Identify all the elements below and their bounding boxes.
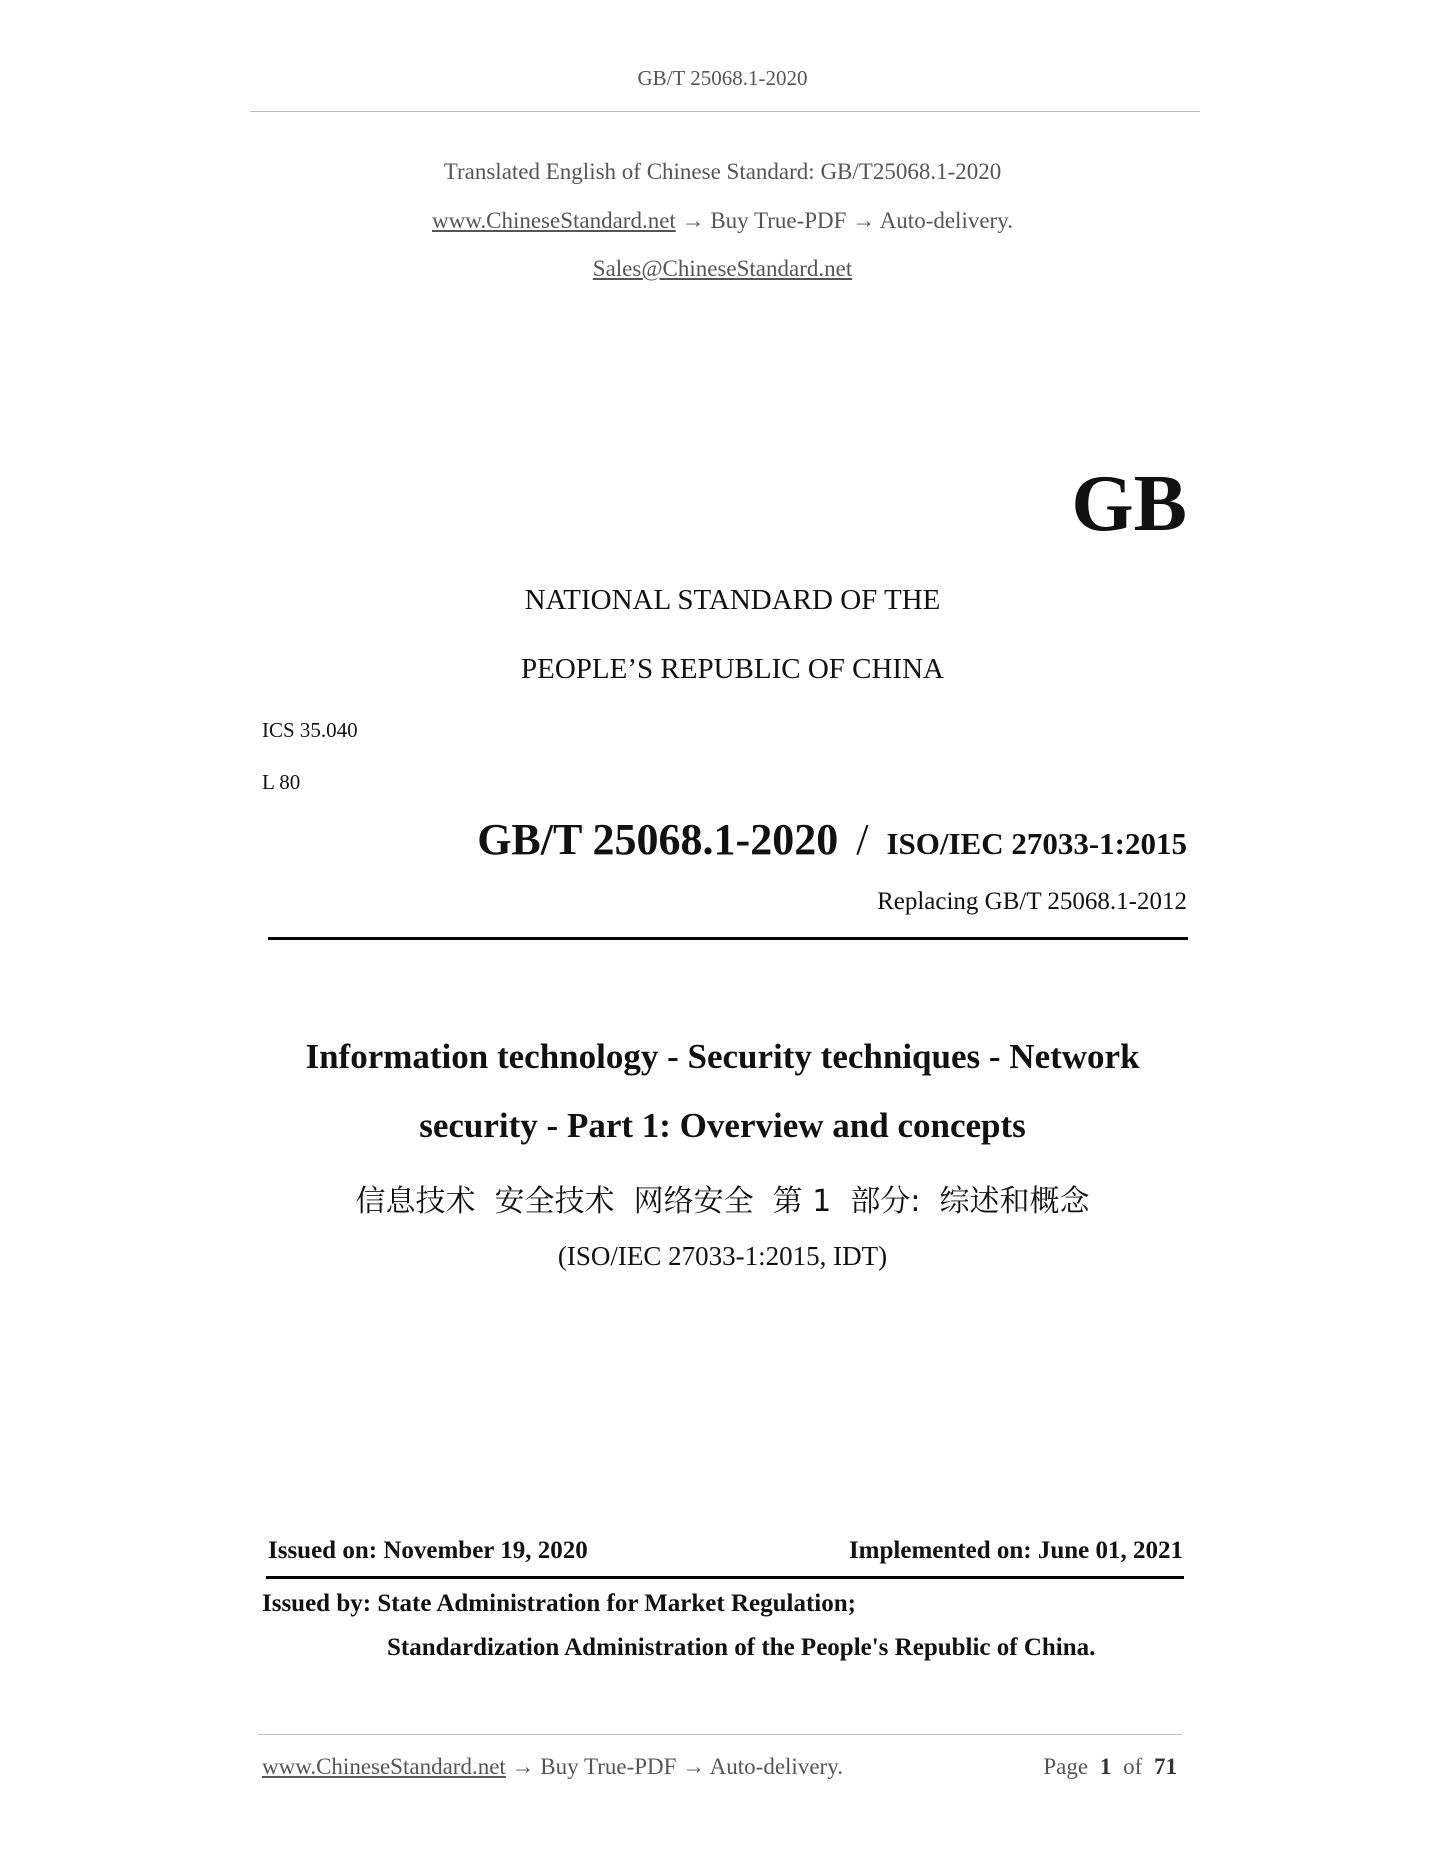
- header-divider: [250, 111, 1200, 112]
- page-of-label: of: [1123, 1754, 1143, 1779]
- issued-date: Issued on: November 19, 2020: [268, 1537, 588, 1564]
- running-header: GB/T 25068.1-2020: [637, 66, 808, 90]
- translation-note: Translated English of Chinese Standard: GB/T25068.1-2020: [443, 159, 1002, 184]
- delivery-text: Auto-delivery.: [879, 208, 1013, 233]
- iso-number: ISO/IEC 27033-1:2015: [886, 826, 1187, 861]
- adoption-note: (ISO/IEC 27033-1:2015, IDT): [557, 1241, 888, 1271]
- replacing-note: Replacing GB/T 25068.1-2012: [877, 888, 1187, 915]
- national-standard-line2: PEOPLE’S REPUBLIC OF CHINA: [521, 653, 944, 685]
- standard-number: GB/T 25068.1-2020: [477, 815, 839, 864]
- page-label: Page: [1043, 1754, 1089, 1779]
- arrow-right-icon: →: [681, 208, 705, 233]
- ccs-code: L 80: [262, 770, 301, 794]
- email-line: [0, 256, 1445, 282]
- footer-delivery-text: Auto-delivery.: [709, 1754, 843, 1779]
- title-divider: [268, 937, 1188, 940]
- issuer-line1: Issued by: State Administration for Market Regulation;: [262, 1590, 856, 1617]
- page-current: 1: [1099, 1754, 1112, 1779]
- title-en-line1: Information technology - Security techniques - Network: [305, 1037, 1140, 1076]
- buy-text: Buy True-PDF: [710, 208, 847, 233]
- page-number: [1043, 1754, 1177, 1780]
- footer-site-link[interactable]: www.ChineseStandard.net: [262, 1754, 506, 1779]
- banner-link-line: [0, 208, 1445, 234]
- email-link[interactable]: Sales@ChineseStandard.net: [592, 256, 853, 281]
- slash-separator: /: [856, 815, 869, 864]
- page-total: 71: [1154, 1754, 1177, 1779]
- gb-mark: GB: [1071, 460, 1187, 548]
- footer-buy-text: Buy True-PDF: [540, 1754, 677, 1779]
- title-zh: 信息技术 安全技术 网络安全 第 1 部分: 综述和概念: [355, 1184, 1090, 1219]
- title-en-line2: security - Part 1: Overview and concepts: [419, 1106, 1026, 1145]
- footer-divider: [258, 1734, 1182, 1735]
- ics-code: ICS 35.040: [262, 718, 358, 742]
- standard-number-line: [477, 815, 1187, 864]
- implemented-date: Implemented on: June 01, 2021: [848, 1537, 1183, 1564]
- site-link[interactable]: www.ChineseStandard.net: [432, 208, 676, 233]
- issuer-line2: Standardization Administration of the People's Republic of China.: [387, 1634, 1096, 1661]
- arrow-right-icon: →: [511, 1754, 535, 1779]
- footer-link-line: [262, 1754, 843, 1780]
- arrow-right-icon: →: [852, 208, 876, 233]
- dates-divider: [266, 1576, 1184, 1579]
- arrow-right-icon: →: [682, 1754, 706, 1779]
- national-standard-line1: NATIONAL STANDARD OF THE: [524, 584, 941, 616]
